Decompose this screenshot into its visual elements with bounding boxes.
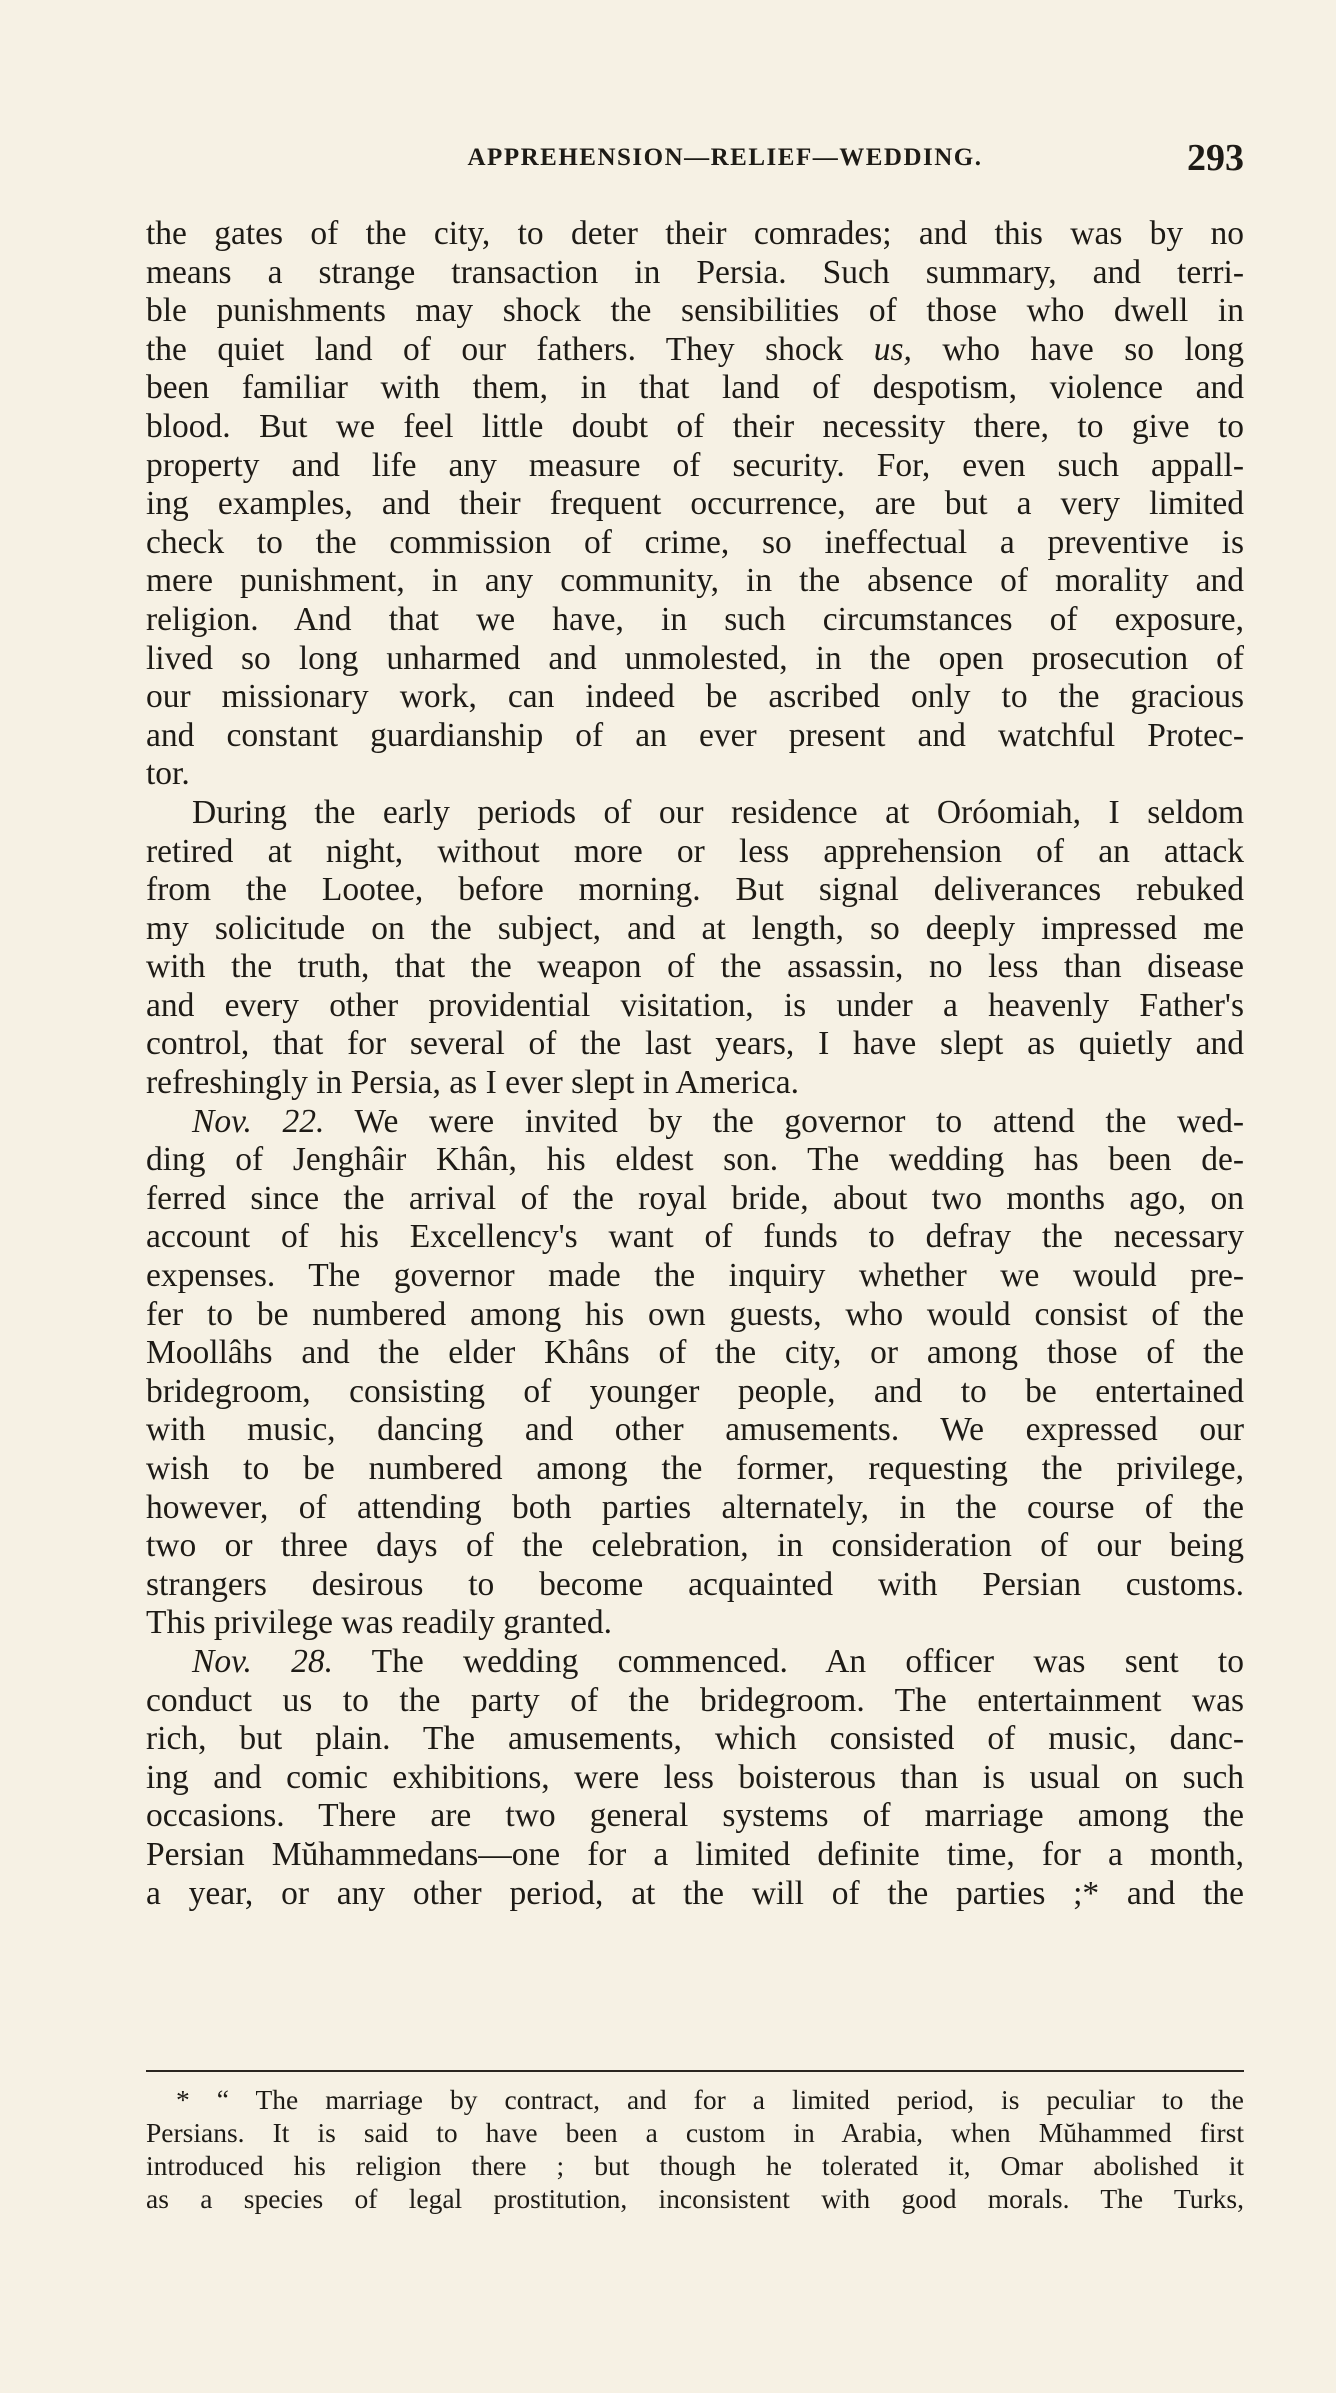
text-line: retired at night, without more or less apprehension of an attack [146,832,1244,870]
date-nov-22: Nov. 22. [192,1102,325,1140]
text-line: expenses. The governor made the inquiry whether we would pre- [146,1257,1244,1295]
text-line: Moollâhs and the elder Khâns of the city, or among those of the [146,1334,1244,1372]
text-line: wish to be numbered among the former, requesting the privilege, [146,1450,1244,1487]
text-line: our missionary work, can indeed be ascribed only to the gracious [146,678,1244,716]
text-line: and constant guardianship of an ever present and watchful Protec- [146,716,1244,754]
text-line: been familiar with them, in that land of despotism, violence and [146,369,1244,407]
text-line: Persian Mŭhammedans—one for a limited definite time, for a month, [146,1835,1244,1873]
text-line: conduct us to the party of the bridegroom. The entertainment was [146,1681,1244,1719]
body-text [146,215,1244,1913]
text-line: check to the commission of crime, so ineffectual a preventive is [146,523,1244,561]
text-line: refreshingly in Persia, as I ever slept in America. [146,1064,800,1102]
page-header [146,136,1244,186]
footnote-divider [146,2070,1244,2072]
text-line: the gates of the city, to deter their comrades; and this was by no [146,215,1244,252]
text-line: and every other providential visitation, is under a heavenly Father's [146,986,1244,1024]
text-line: lived so long unharmed and unmolested, in the open prosecution of [146,639,1244,677]
text-line: with the truth, that the weapon of the assassin, no less than disease [146,948,1244,986]
text-line: ing examples, and their frequent occurrence, are but a very limited [146,485,1244,523]
text-line: bridegroom, consisting of younger people, and to be entertained [146,1372,1244,1410]
text-line: control, that for several of the last years, I have slept as quietly and [146,1025,1244,1063]
text-line: fer to be numbered among his own guests, who would consist of the [146,1295,1244,1333]
text-line: ding of Jenghâir Khân, his eldest son. The wedding has been de- [146,1141,1244,1179]
text-line: This privilege was readily granted. [146,1604,613,1642]
text-line: tor. [146,755,190,793]
text-line [146,331,1244,370]
text-line: means a strange transaction in Persia. Such summary, and terri- [146,253,1244,291]
text-line: ble punishments may shock the sensibilities of those who dwell in [146,292,1244,330]
text-line: however, of attending both parties alternately, in the course of the [146,1488,1244,1526]
text-line: two or three days of the celebration, in consideration of our being [146,1527,1244,1565]
text-line: my solicitude on the subject, and at length, so deeply impressed me [146,909,1244,947]
text-line-rest: The wedding commenced. An officer was sent to [371,1642,1244,1680]
text-line: ing and comic exhibitions, were less boisterous than is usual on such [146,1758,1244,1796]
date-nov-28: Nov. 28. [192,1642,333,1680]
footnote-line: * “ The marriage by contract, and for a limited period, is peculiar to the [176,2084,1244,2115]
emphasis-us: us, [873,330,912,368]
page-number: 293 [1187,137,1244,179]
text-line: with music, dancing and other amusements. We expressed our [146,1411,1244,1449]
footnote-line: Persians. It is said to have been a custom in Arabia, when Mŭhammed first [146,2117,1244,2148]
footnote-line: introduced his religion there ; but though he tolerated it, Omar abolished it [146,2150,1244,2181]
text-line: account of his Excellency's want of funds to defray the necessary [146,1218,1244,1256]
text-line-head: the quiet land of our fathers. They shock [146,330,844,368]
footnote-line: as a species of legal prostitution, inconsistent with good morals. The Turks, [146,2183,1244,2214]
text-line: from the Lootee, before morning. But signal deliverances rebuked [146,871,1244,909]
text-line: blood. But we feel little doubt of their necessity there, to give to [146,407,1244,445]
text-line: rich, but plain. The amusements, which consisted of music, danc- [146,1720,1244,1758]
running-head: APPREHENSION—RELIEF—WEDDING. [467,144,983,171]
text-line: mere punishment, in any community, in the absence of morality and [146,562,1244,600]
text-line-tail: who have so long [942,330,1244,368]
text-line: occasions. There are two general systems of marriage among the [146,1797,1244,1835]
text-line [146,1103,1244,1142]
footnote [146,2083,1244,2215]
text-line: property and life any measure of security. For, even such appall- [146,446,1244,484]
text-line: a year, or any other period, at the will of the parties ;* and the [146,1874,1244,1912]
text-line: ferred since the arrival of the royal bride, about two months ago, on [146,1179,1244,1217]
text-line [146,1643,1244,1682]
text-line: religion. And that we have, in such circumstances of exposure, [146,600,1244,638]
text-line: strangers desirous to become acquainted with Persian customs. [146,1565,1244,1603]
text-line: During the early periods of our residence at Oróomiah, I seldom [192,793,1244,831]
text-line-rest: We were invited by the governor to attend the wed- [354,1102,1244,1140]
